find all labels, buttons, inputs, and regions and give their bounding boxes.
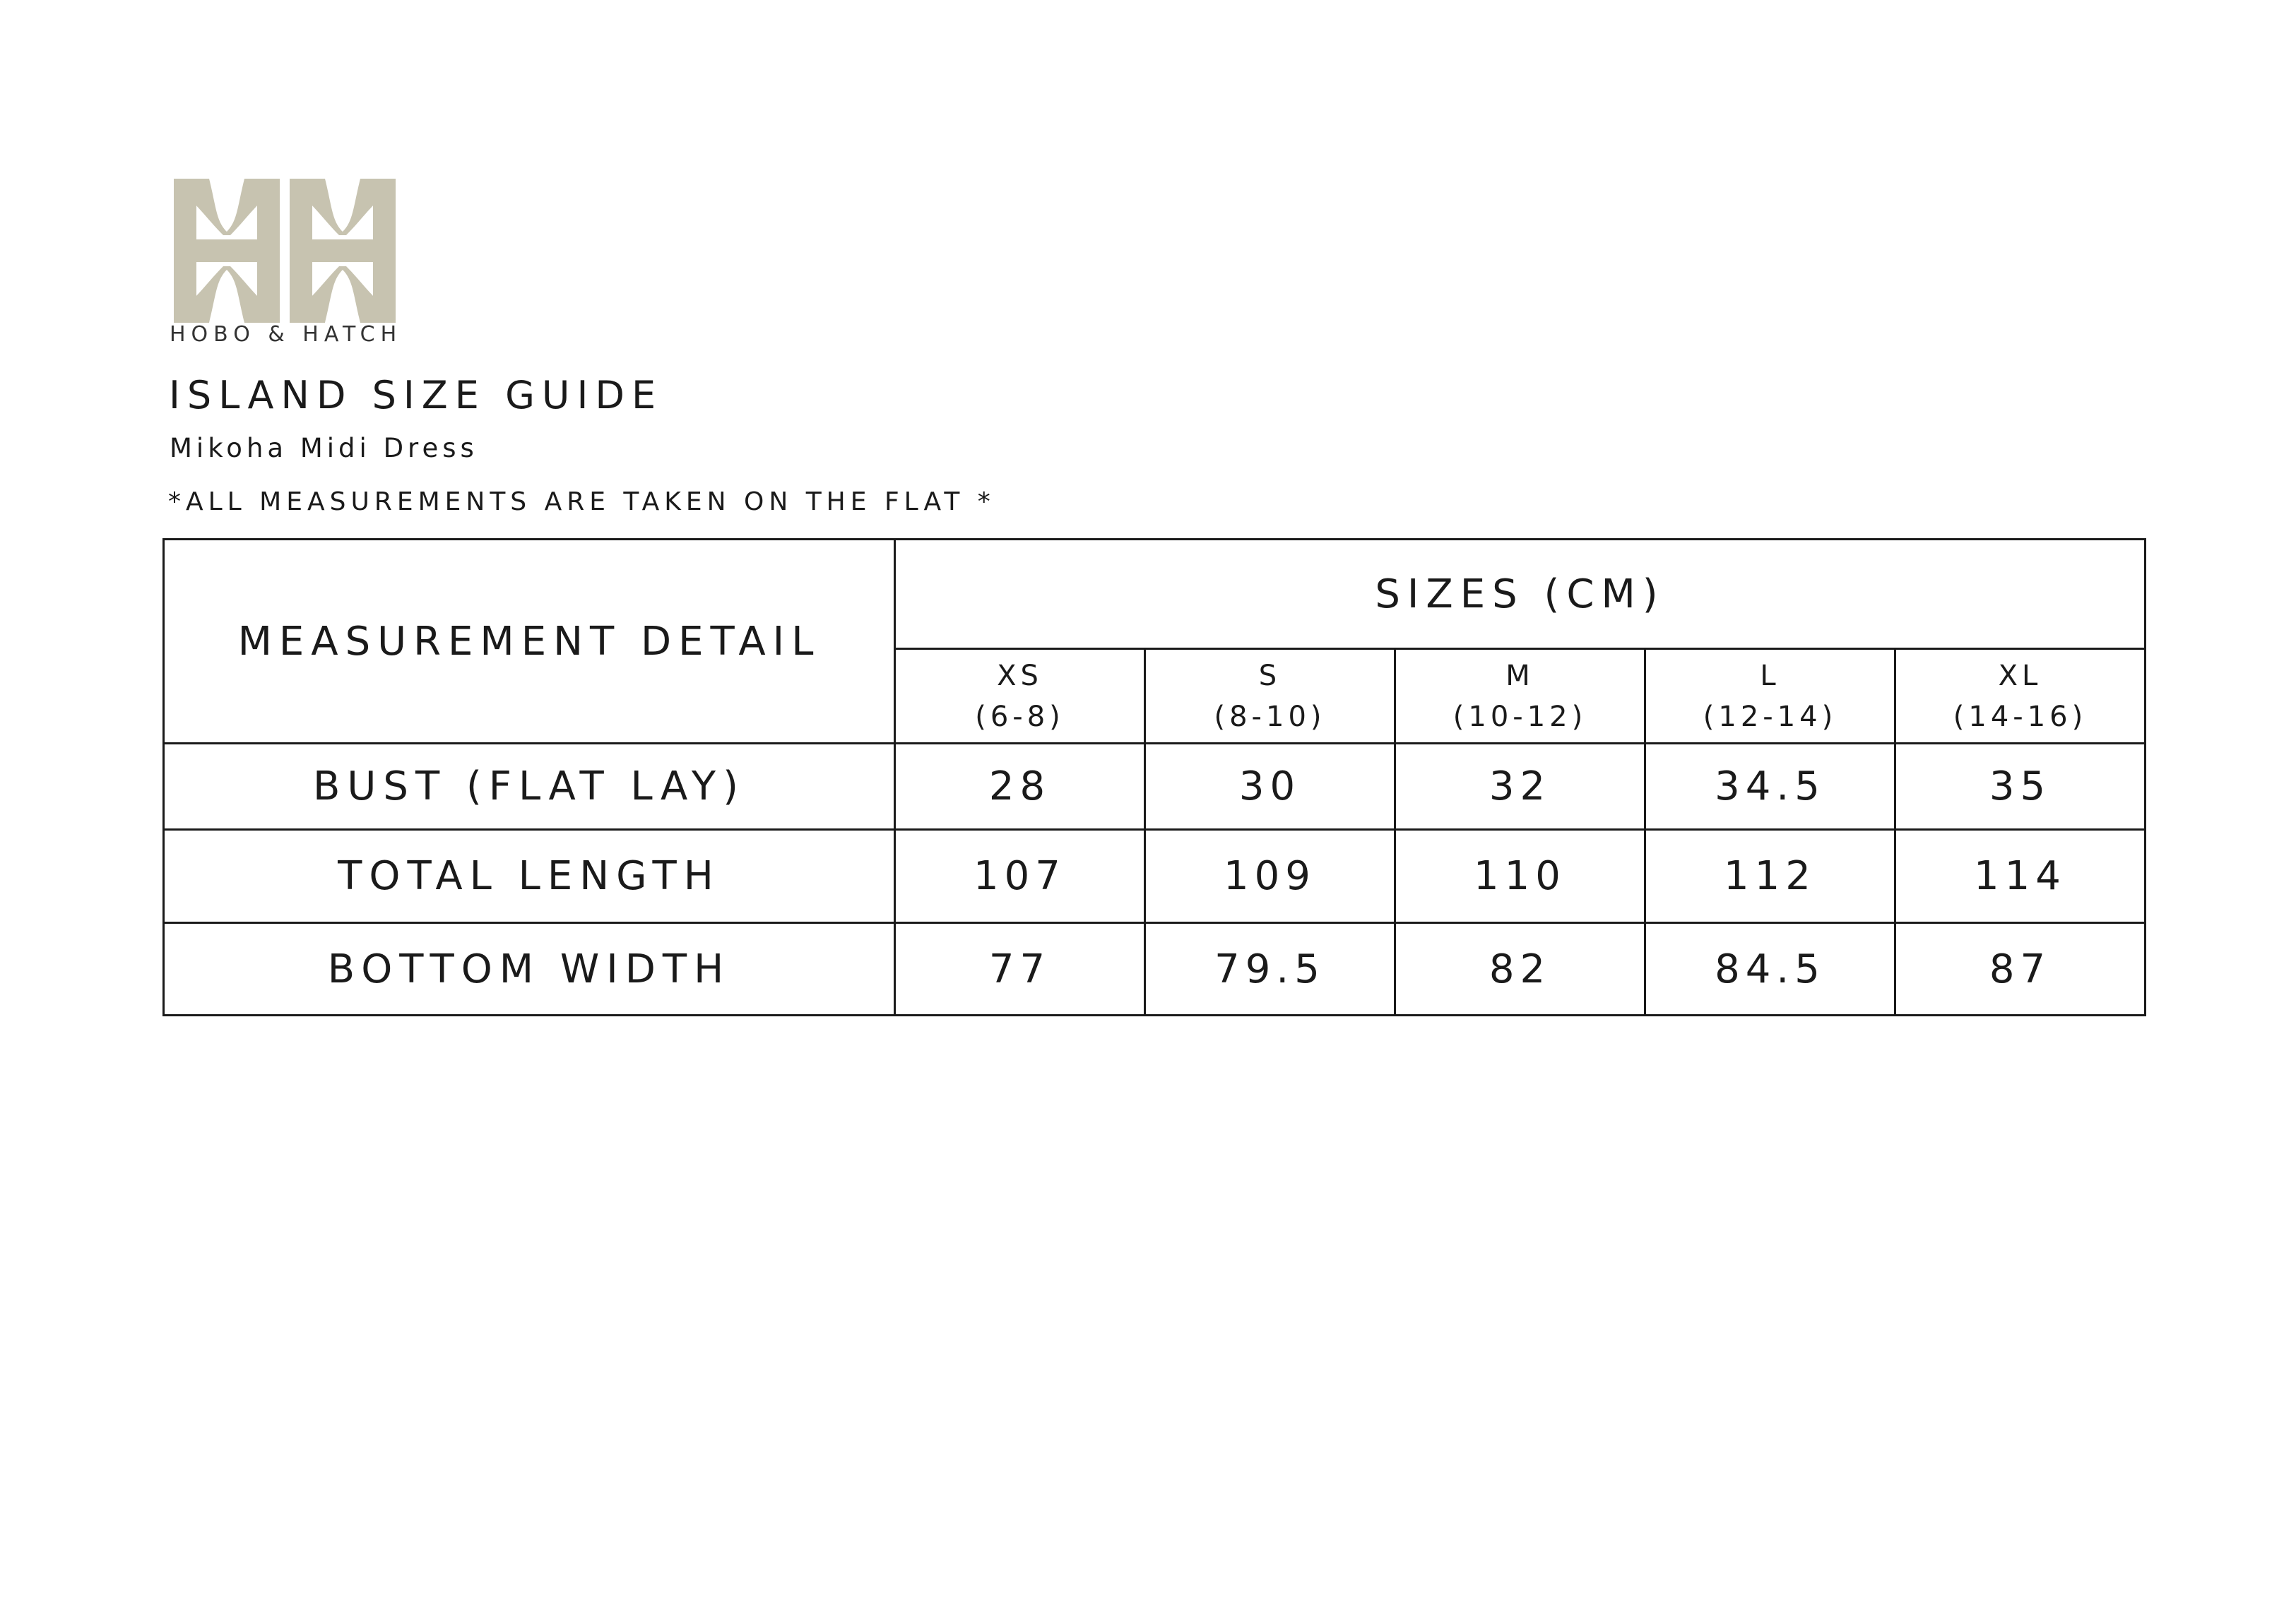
table-row-bust (164, 744, 2146, 830)
value-cell: 30 (1145, 744, 1395, 830)
table-row-total-length (164, 830, 2146, 923)
table-header-row (164, 540, 2146, 649)
row-label: BOTTOM WIDTH (164, 923, 895, 1016)
value-cell: 28 (895, 744, 1145, 830)
value-cell: 82 (1395, 923, 1645, 1016)
size-header-xl (1895, 649, 2146, 744)
measurement-detail-header: MEASUREMENT DETAIL (164, 540, 895, 744)
size-header-l (1645, 649, 1895, 744)
sizes-header: SIZES (CM) (895, 540, 2146, 649)
size-header-xs (895, 649, 1145, 744)
value-cell: 107 (895, 830, 1145, 923)
value-cell: 84.5 (1645, 923, 1895, 1016)
value-cell: 87 (1895, 923, 2146, 1016)
row-label: BUST (FLAT LAY) (164, 744, 895, 830)
size-range: (14-16) (1953, 700, 2088, 733)
value-cell: 34.5 (1645, 744, 1895, 830)
value-cell: 114 (1895, 830, 2146, 923)
value-cell: 79.5 (1145, 923, 1395, 1016)
size-range: (12-14) (1703, 700, 1838, 733)
size-range: (6-8) (975, 700, 1065, 733)
value-cell: 109 (1145, 830, 1395, 923)
table-row-bottom-width (164, 923, 2146, 1016)
value-cell: 112 (1645, 830, 1895, 923)
size-range: (10-12) (1452, 700, 1587, 733)
value-cell: 35 (1895, 744, 2146, 830)
size-label: XS (997, 659, 1043, 692)
value-cell: 110 (1395, 830, 1645, 923)
brand-name: HOBO & HATCH (170, 322, 403, 347)
size-label: M (1505, 659, 1534, 692)
size-label: XL (1998, 659, 2042, 692)
value-cell: 32 (1395, 744, 1645, 830)
size-label: S (1258, 659, 1282, 692)
hobo-hatch-logo (174, 179, 396, 323)
page-title: ISLAND SIZE GUIDE (169, 373, 663, 417)
measurement-note: *ALL MEASUREMENTS ARE TAKEN ON THE FLAT * (168, 487, 995, 516)
size-label: L (1760, 659, 1780, 692)
size-header-s (1145, 649, 1395, 744)
size-header-m (1395, 649, 1645, 744)
size-range: (8-10) (1214, 700, 1326, 733)
value-cell: 77 (895, 923, 1145, 1016)
row-label: TOTAL LENGTH (164, 830, 895, 923)
size-table (162, 538, 2146, 1016)
product-name: Mikoha Midi Dress (170, 433, 478, 463)
